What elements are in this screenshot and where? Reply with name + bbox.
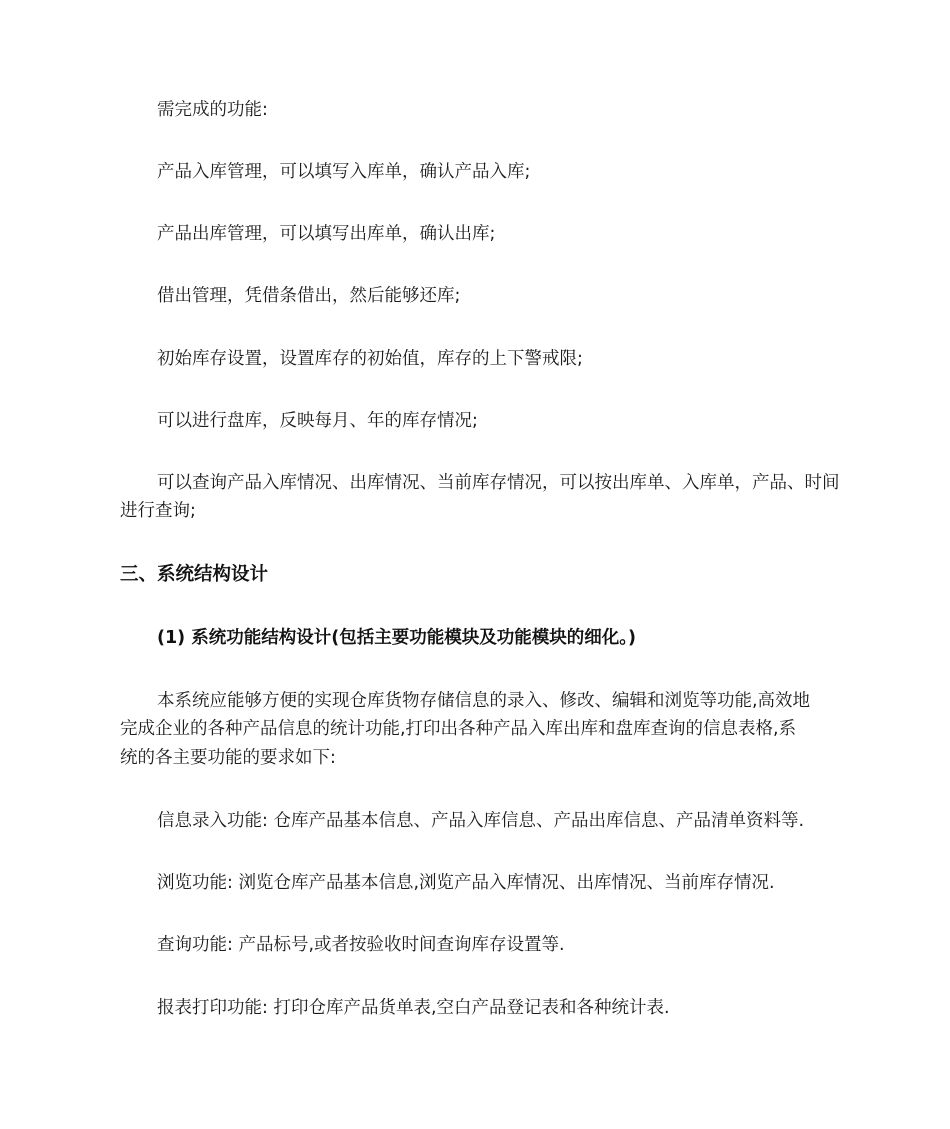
text-line-needed-functions: 需完成的功能: — [157, 100, 268, 120]
function-item-entry: 信息录入功能: 仓库产品基本信息、产品入库信息、产品出库信息、产品清单资料等. — [157, 811, 805, 831]
text-line-inventory-check: 可以进行盘库，反映每月、年的库存情况; — [157, 411, 478, 431]
intro-line: 统的各主要功能的要求如下: — [120, 748, 336, 768]
function-item-query: 查询功能: 产品标号,或者按验收时间查询库存设置等. — [157, 935, 565, 955]
text-line-outbound: 产品出库管理，可以填写出库单，确认出库; — [157, 224, 496, 244]
text-line-query: 可以查询产品入库情况、出库情况、当前库存情况，可以按出库单、入库单，产品、时间 — [157, 473, 840, 493]
text-line-inbound: 产品入库管理，可以填写入库单，确认产品入库; — [157, 162, 531, 182]
function-item-browse: 浏览功能: 浏览仓库产品基本信息,浏览产品入库情况、出库情况、当前库存情况. — [157, 873, 775, 893]
intro-line: 完成企业的各种产品信息的统计功能,打印出各种产品入库出库和盘库查询的信息表格,系 — [120, 719, 797, 739]
sub-heading: (1) 系统功能结构设计(包括主要功能模块及功能模块的细化。) — [157, 628, 637, 648]
intro-line: 本系统应能够方便的实现仓库货物存储信息的录入、修改、编辑和浏览等功能,高效地 — [157, 691, 811, 711]
function-item-report: 报表打印功能: 打印仓库产品货单表,空白产品登记表和各种统计表. — [157, 998, 670, 1018]
text-line-query-continued: 进行查询; — [120, 501, 196, 521]
text-line-initial-stock: 初始库存设置，设置库存的初始值，库存的上下警戒限; — [157, 349, 583, 369]
text-line-lending: 借出管理，凭借条借出，然后能够还库; — [157, 286, 461, 306]
section-heading: 三、系统结构设计 — [120, 564, 269, 585]
